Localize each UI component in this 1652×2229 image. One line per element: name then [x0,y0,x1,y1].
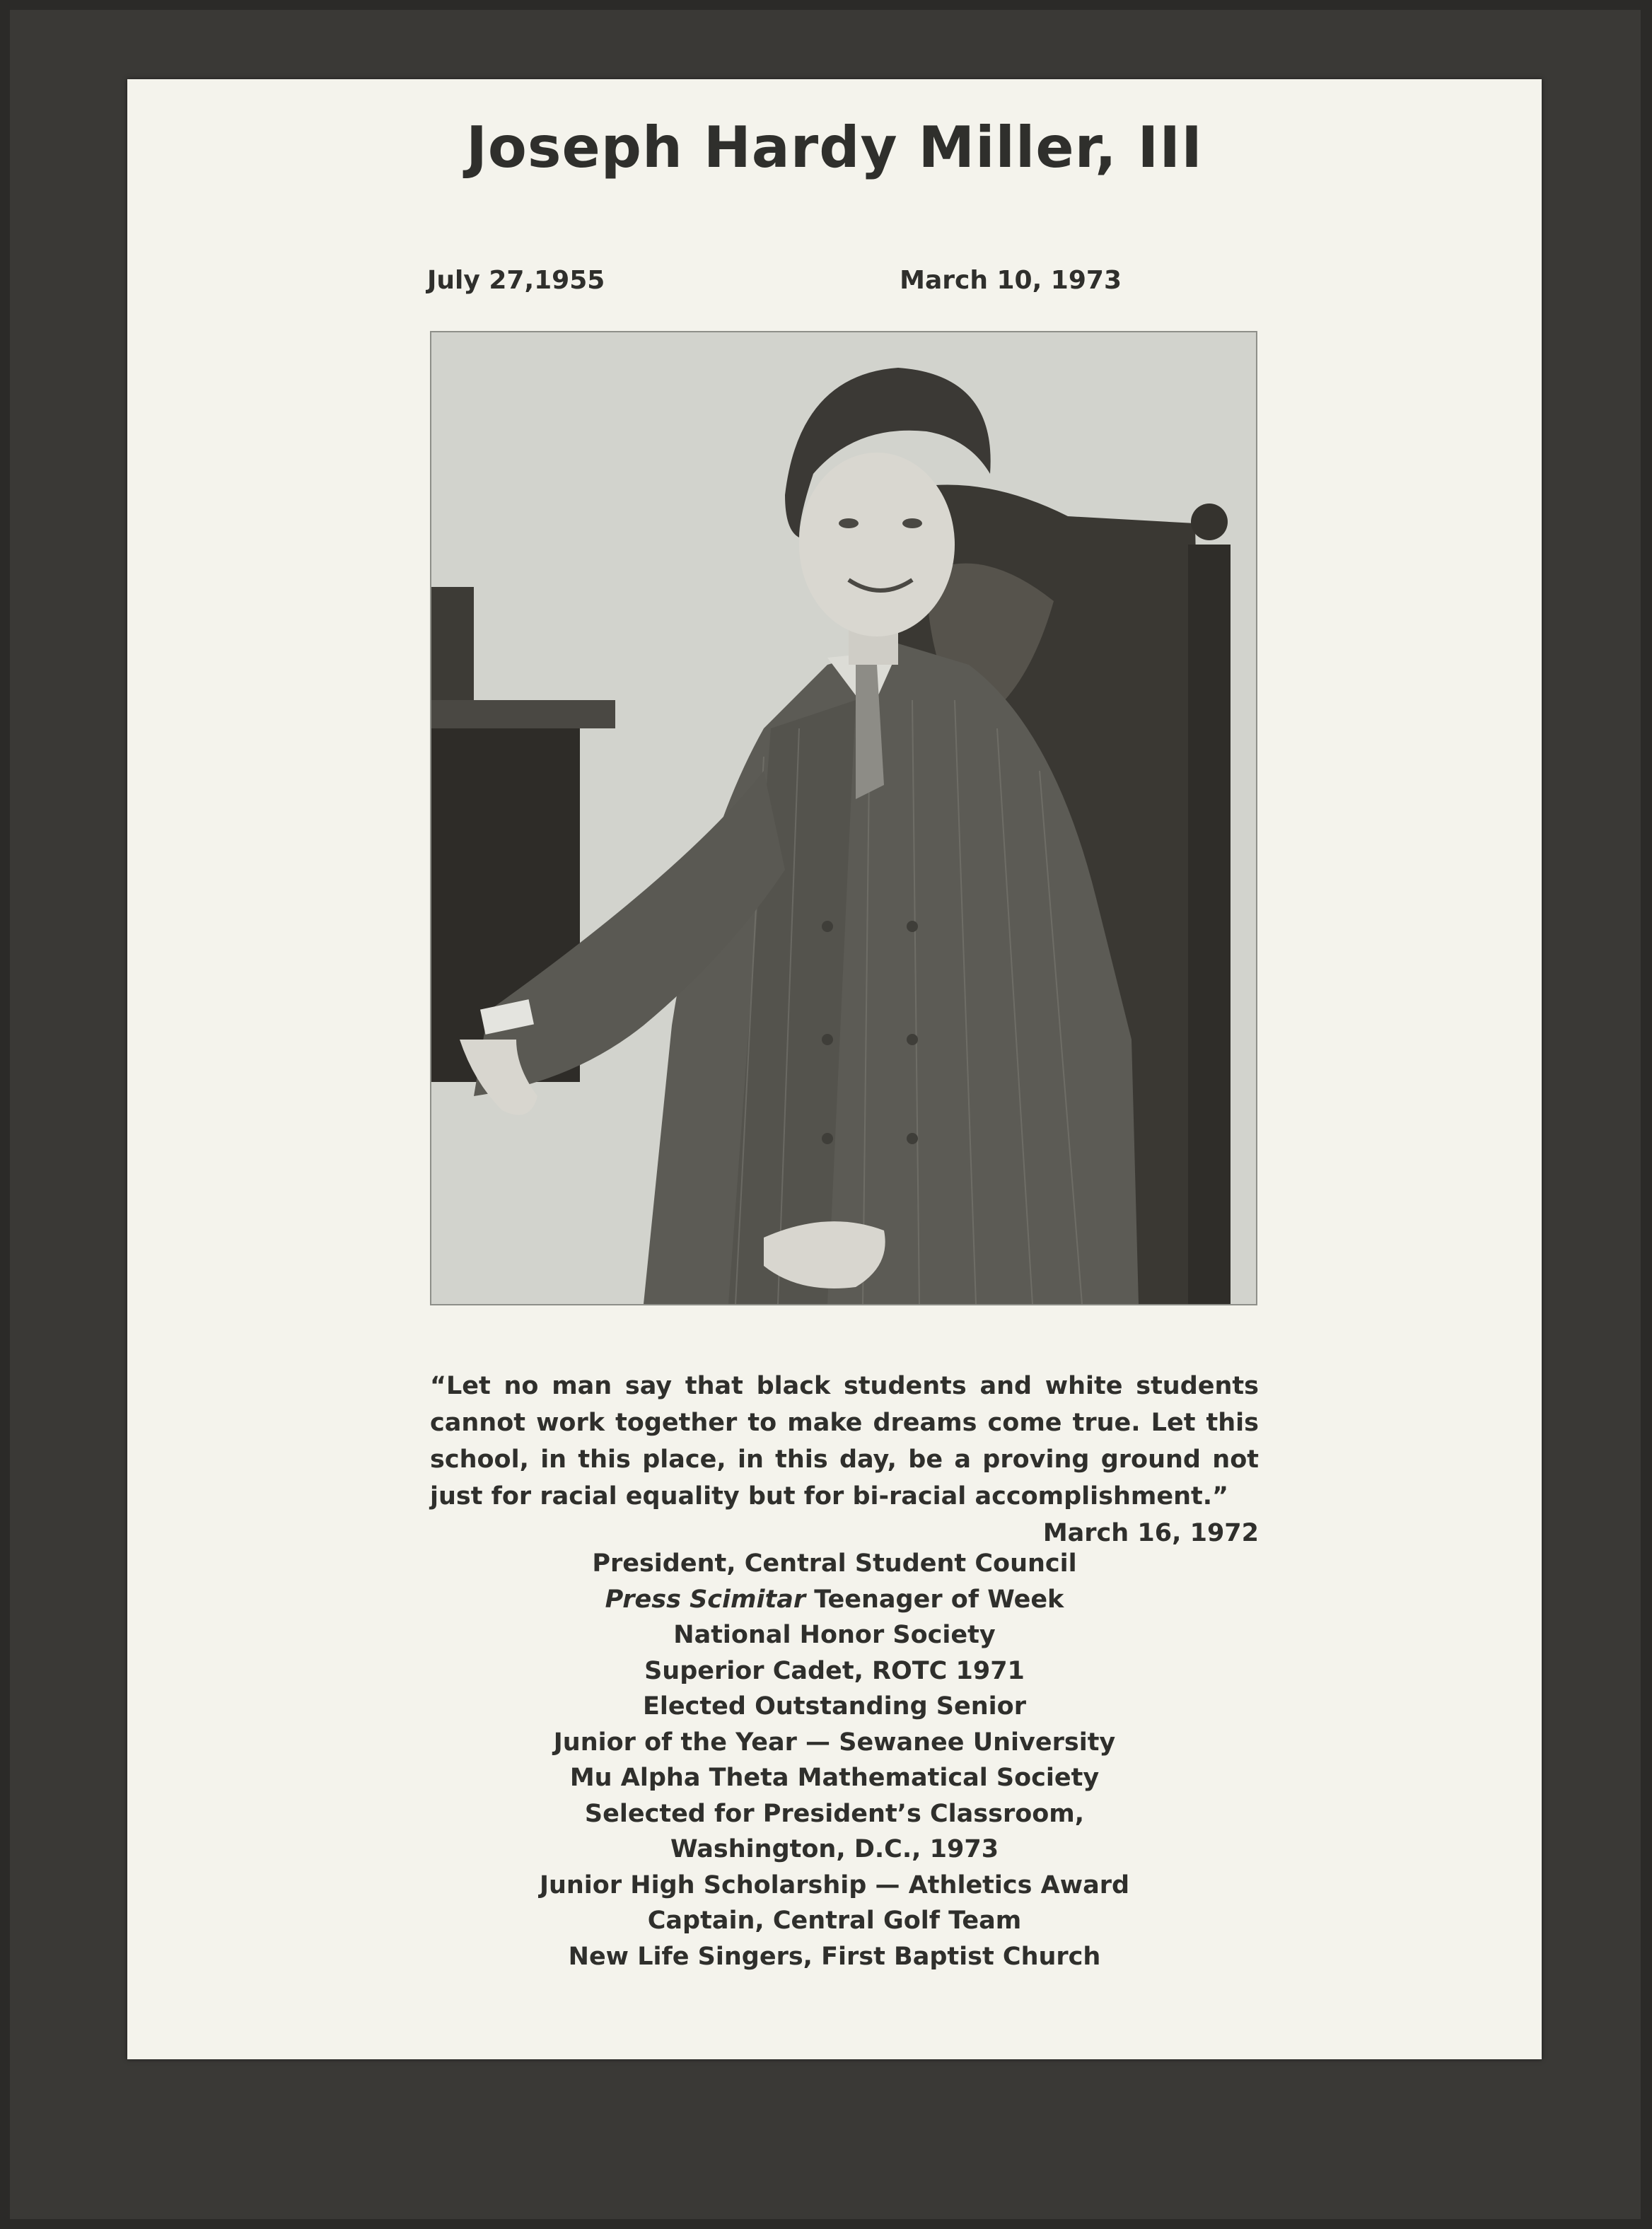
honor-item: Washington, D.C., 1973 [670,1835,999,1863]
honor-item: Superior Cadet, ROTC 1971 [644,1656,1025,1685]
honor-item: Mu Alpha Theta Mathematical Society [569,1764,1100,1792]
honor-item-text: Teenager of Week [805,1585,1064,1614]
portrait-photo [430,331,1257,1305]
honor-item: Junior High Scholarship — Athletics Award [539,1870,1130,1899]
honor-item: President, Central Student Council [592,1549,1077,1578]
honor-item: New Life Singers, First Baptist Church [568,1942,1101,1971]
honor-item: Selected for President’s Classroom, [584,1799,1085,1828]
birth-date: July 27,1955 [427,266,605,295]
honor-item [127,1582,1542,1618]
honor-item: Junior of the Year — Sewanee University [553,1728,1116,1757]
honor-item: National Honor Society [673,1621,996,1649]
honor-item: Captain, Central Golf Team [647,1907,1022,1935]
quote-date: March 16, 1972 [1042,1519,1259,1547]
honors-list [127,1546,1542,1974]
document-page [127,79,1542,2059]
quote-text: “Let no man say that black students and white students cannot work together to make dreams come true. Let this school, in this place, in this day, be a proving ground not just for racial equality but for bi-racial accomplishment.” [430,1372,1259,1511]
quote-block [430,1368,1259,1552]
death-date: March 10, 1973 [900,266,1122,295]
page-title: Joseph Hardy Miller, III [466,115,1203,180]
honor-item: Elected Outstanding Senior [643,1692,1026,1721]
honor-item-italic: Press Scimitar [605,1585,806,1614]
